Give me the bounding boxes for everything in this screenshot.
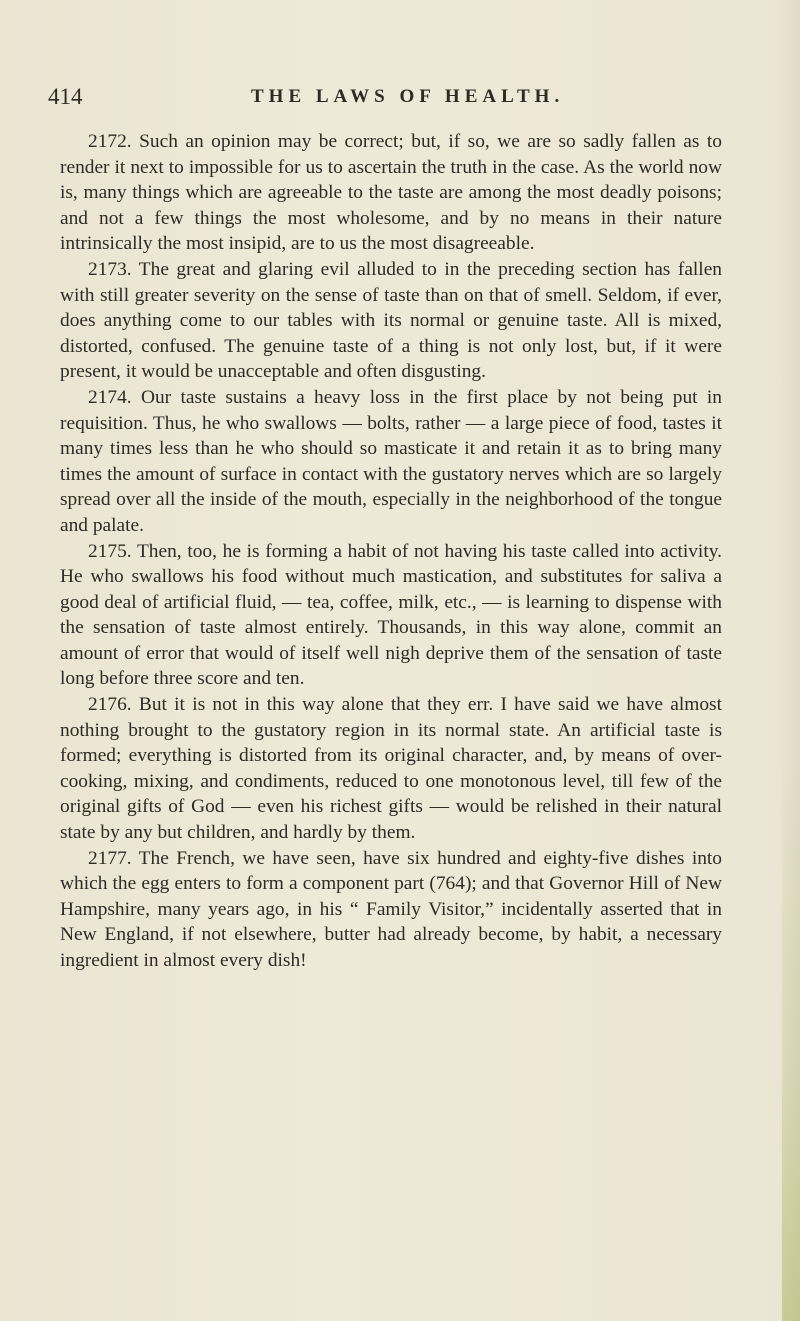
paragraph-2174: 2174. Our taste sustains a heavy loss in the first place by not being put in requisition. Thus, he who swallows — bolts, rather — a large piece of food, tastes it many times less than he who should so masticate it and retain it as to bring many times the amount of surface in contact with the gustatory nerves which are so largely spread over all the inside of the mouth, especially in the neighborhood of the tongue and palate. xyxy=(60,386,722,536)
paragraph-2177: 2177. The French, we have seen, have six hundred and eighty-five dishes into which the egg enters to form a component part (764); and that Governor Hill of New Hampshire, many years ago, in his “ Family Visitor,” incidentally asserted that in New England, if not elsewhere, butter had already become, by habit, a necessary ingredient in almost every dish! xyxy=(60,847,722,971)
running-title: THE LAWS OF HEALTH. xyxy=(251,86,565,107)
page-number: 414 xyxy=(48,84,83,109)
running-header xyxy=(48,82,748,112)
text-body xyxy=(60,129,722,974)
paragraph-2173: 2173. The great and glaring evil alluded to in the preceding section has fallen with still greater severity on the sense of taste than on that of smell. Seldom, if ever, does anything come to our tables with its normal or genuine taste. All is mixed, distorted, confused. The genuine taste of a thing is not only lost, but, if it were present, it would be unacceptable and often disgusting. xyxy=(60,258,722,383)
paragraph-2175: 2175. Then, too, he is forming a habit of not having his taste called into activity. He who swallows his food without much mastication, and substitutes for saliva a good deal of artificial fluid, — tea, coffee, milk, etc., — is learning to dispense with the sensation of taste almost entirely. Thousands, in this way alone, commit an amount of error that would of itself well nigh deprive them of the sensation of taste long before three score and ten. xyxy=(60,540,722,690)
page-edge-stain xyxy=(782,761,800,1321)
paragraph-2172: 2172. Such an opinion may be correct; but, if so, we are so sadly fallen as to render it next to impossible for us to ascertain the truth in the case. As the world now is, many things which are agreeable to the taste are among the most deadly poisons; and not a few things the most wholesome, and by no means in their nature intrinsically the most insipid, are to us the most disagreeable. xyxy=(60,131,722,255)
paragraph-2176: 2176. But it is not in this way alone that they err. I have said we have almost nothing brought to the gustatory region in its normal state. An artificial taste is formed; everything is distorted from its original character, and, by means of over-cooking, mixing, and condiments, reduced to one monotonous level, till few of the original gifts of God — even his richest gifts — would be relished in their natural state by any but children, and hardly by them. xyxy=(60,694,722,844)
